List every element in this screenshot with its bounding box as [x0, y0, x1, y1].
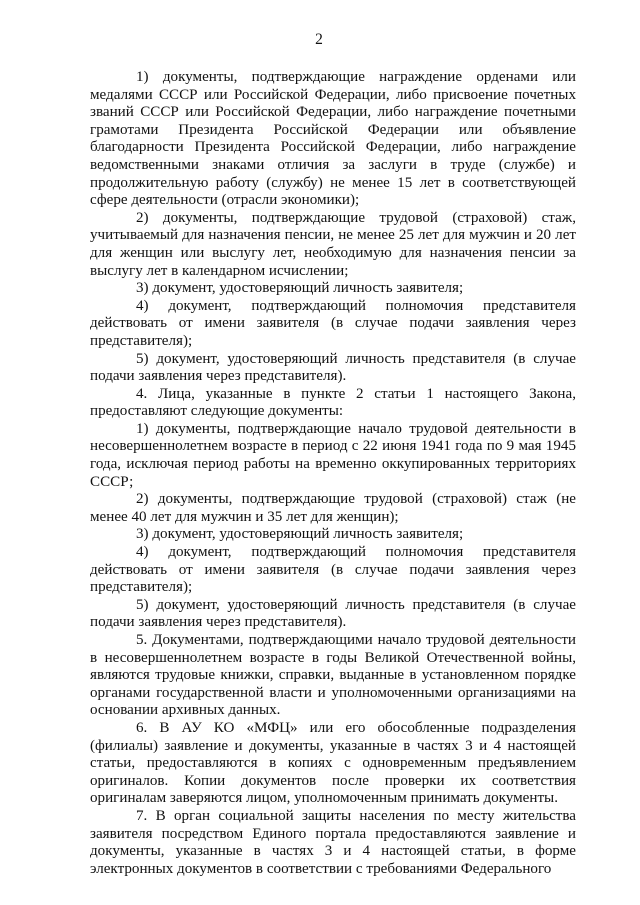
paragraph-4-1: 1) документы, подтверждающие начало трудовой деятельности в несовершеннолетнем возрасте в период с 22 июня 1941 года по 9 мая 1945 года, исключая период работы на временно оккупированных территориях СССР; — [90, 420, 576, 490]
paragraph-4-2: 2) документы, подтверждающие трудовой (страховой) стаж (не менее 40 лет для мужчин и 35 лет для женщин); — [90, 491, 576, 525]
paragraph-1-1: 1) документы, подтверждающие награждение орденами или медалями СССР или Российской Федерации, либо присвоение почетных званий СССР или Российской Федерации, либо награждение почетными грамотами Президента Российской Федерации или объявление благодарности Президента Российской Федерации, либо награждение ведомственными знаками отличия за заслуги в труде (службе) и продолжительную работу (службу) не менее 15 лет в соответствующей сфере деятельности (отрасли экономики); — [90, 69, 576, 209]
paragraph-1-4: 4) документ, подтверждающий полномочия представителя действовать от имени заявителя (в случае подачи заявления через представителя); — [90, 297, 576, 349]
paragraph-4-5: 5) документ, удостоверяющий личность представителя (в случае подачи заявления через представителя). — [90, 596, 576, 631]
paragraph-4-3: 3) документ, удостоверяющий личность заявителя; — [136, 526, 464, 543]
paragraph-1-3: 3) документ, удостоверяющий личность заявителя; — [136, 280, 464, 297]
paragraph-section-6: 6. В АУ КО «МФЦ» или его обособленные подразделения (филиалы) заявление и документы, указанные в частях 3 и 4 настоящей статьи, предоставляются в копиях с одновременным предъявлением оригиналов. Копии документов после проверки их соответствия оригиналам заверяются лицом, уполномоченным принимать документы. — [90, 719, 576, 807]
paragraph-4-4: 4) документ, подтверждающий полномочия представителя действовать от имени заявителя (в случае подачи заявления через представителя); — [90, 544, 576, 596]
page-number: 2 — [315, 31, 323, 48]
paragraph-1-5: 5) документ, удостоверяющий личность представителя (в случае подачи заявления через представителя). — [90, 350, 576, 385]
paragraph-section-5: 5. Документами, подтверждающими начало трудовой деятельности в несовершеннолетнем возрасте в годы Великой Отечественной войны, являются трудовые книжки, справки, выданные в установленном порядке органами государственной власти и уполномоченными организациями на основании архивных данных. — [90, 632, 576, 719]
paragraph-section-4: 4. Лица, указанные в пункте 2 статьи 1 настоящего Закона, предоставляют следующие документы: — [90, 385, 576, 420]
paragraph-1-2: 2) документы, подтверждающие трудовой (страховой) стаж, учитываемый для назначения пенсии, не менее 25 лет для мужчин и 20 лет для женщин или выслугу лет, необходимую для назначения пенсии за выслугу лет в календарном исчислении; — [90, 209, 576, 279]
document-body — [90, 69, 576, 878]
paragraph-section-7: 7. В орган социальной защиты населения по месту жительства заявителя посредством Единого портала предоставляются заявление и документы, указанные в частях 3 и 4 настоящей статьи, в форме электронных документов в соответствии с требованиями Федерального — [90, 807, 576, 877]
